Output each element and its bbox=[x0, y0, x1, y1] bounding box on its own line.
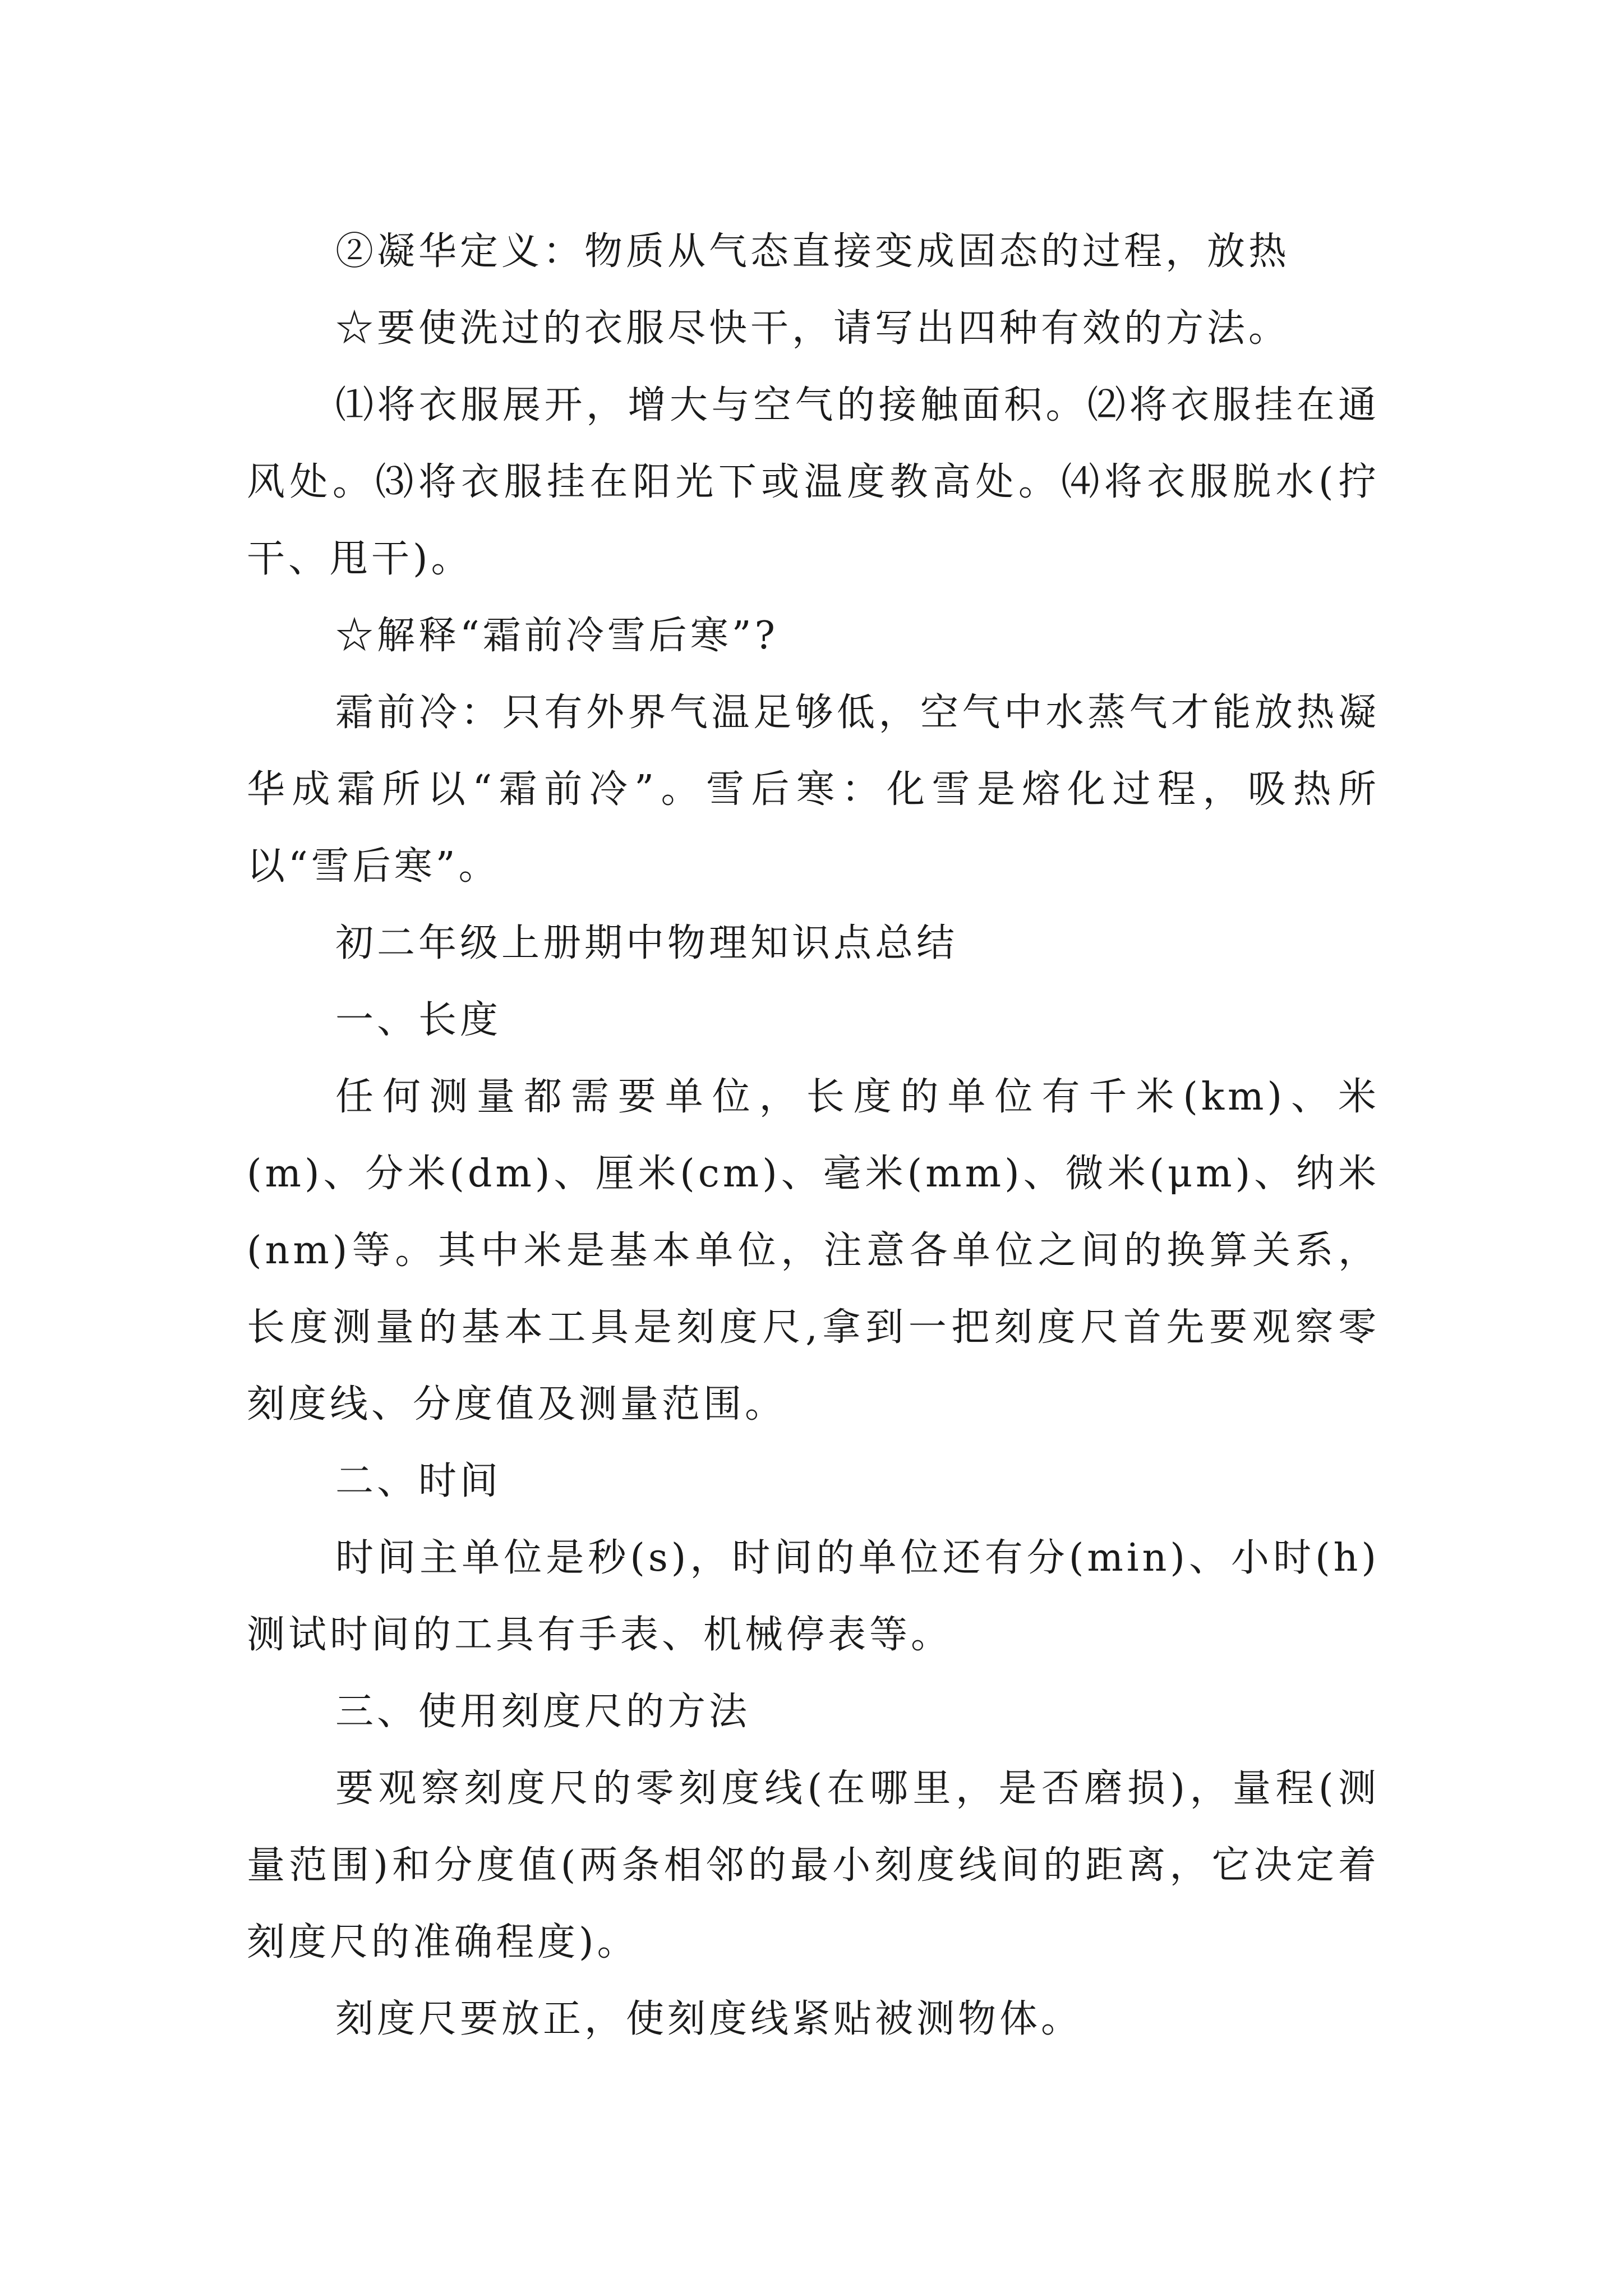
paragraph-sublimation-definition: ②凝华定义：物质从气态直接变成固态的过程，放热 bbox=[335, 229, 1290, 274]
heading-time: 二、时间 bbox=[335, 1459, 502, 1503]
document-body bbox=[247, 213, 1380, 2058]
heading-ruler-usage: 三、使用刻度尺的方法 bbox=[335, 1690, 751, 1734]
paragraph-ruler-observation: 要观察刻度尺的零刻度线(在哪里，是否磨损)，量程(测量范围)和分度值(两条相邻的最小刻度线间的距离，它决定着刻度尺的准确程度)。 bbox=[247, 1766, 1380, 1964]
paragraph-frost-question: ☆解释“霜前冷雪后寒”? bbox=[335, 614, 778, 658]
paragraph-ruler-placement: 刻度尺要放正，使刻度线紧贴被测物体。 bbox=[335, 1997, 1083, 2041]
paragraph-time-units: 时间主单位是秒(s)，时间的单位还有分(min)、小时(h)测试时间的工具有手表、机械停表等。 bbox=[247, 1536, 1380, 1657]
paragraph-drying-question: ☆要使洗过的衣服尽快干，请写出四种有效的方法。 bbox=[335, 306, 1290, 351]
paragraph-length-units: 任何测量都需要单位，长度的单位有千米(km)、米(m)、分米(dm)、厘米(cm)、毫米(mm)、微米(μm)、纳米(nm)等。其中米是基本单位，注意各单位之间的换算关系，长度测量的基本工具是刻度尺,拿到一把刻度尺首先要观察零刻度线、分度值及测量范围。 bbox=[247, 1075, 1380, 1427]
section-title: 初二年级上册期中物理知识点总结 bbox=[335, 921, 958, 965]
paragraph-frost-explanation: 霜前冷：只有外界气温足够低，空气中水蒸气才能放热凝华成霜所以“霜前冷”。雪后寒：化雪是熔化过程，吸热所以“雪后寒”。 bbox=[247, 691, 1380, 889]
paragraph-drying-methods: ⑴将衣服展开，增大与空气的接触面积。⑵将衣服挂在通风处。⑶将衣服挂在阳光下或温度教高处。⑷将衣服脱水(拧干、甩干)。 bbox=[247, 383, 1380, 581]
heading-length: 一、长度 bbox=[335, 998, 502, 1042]
